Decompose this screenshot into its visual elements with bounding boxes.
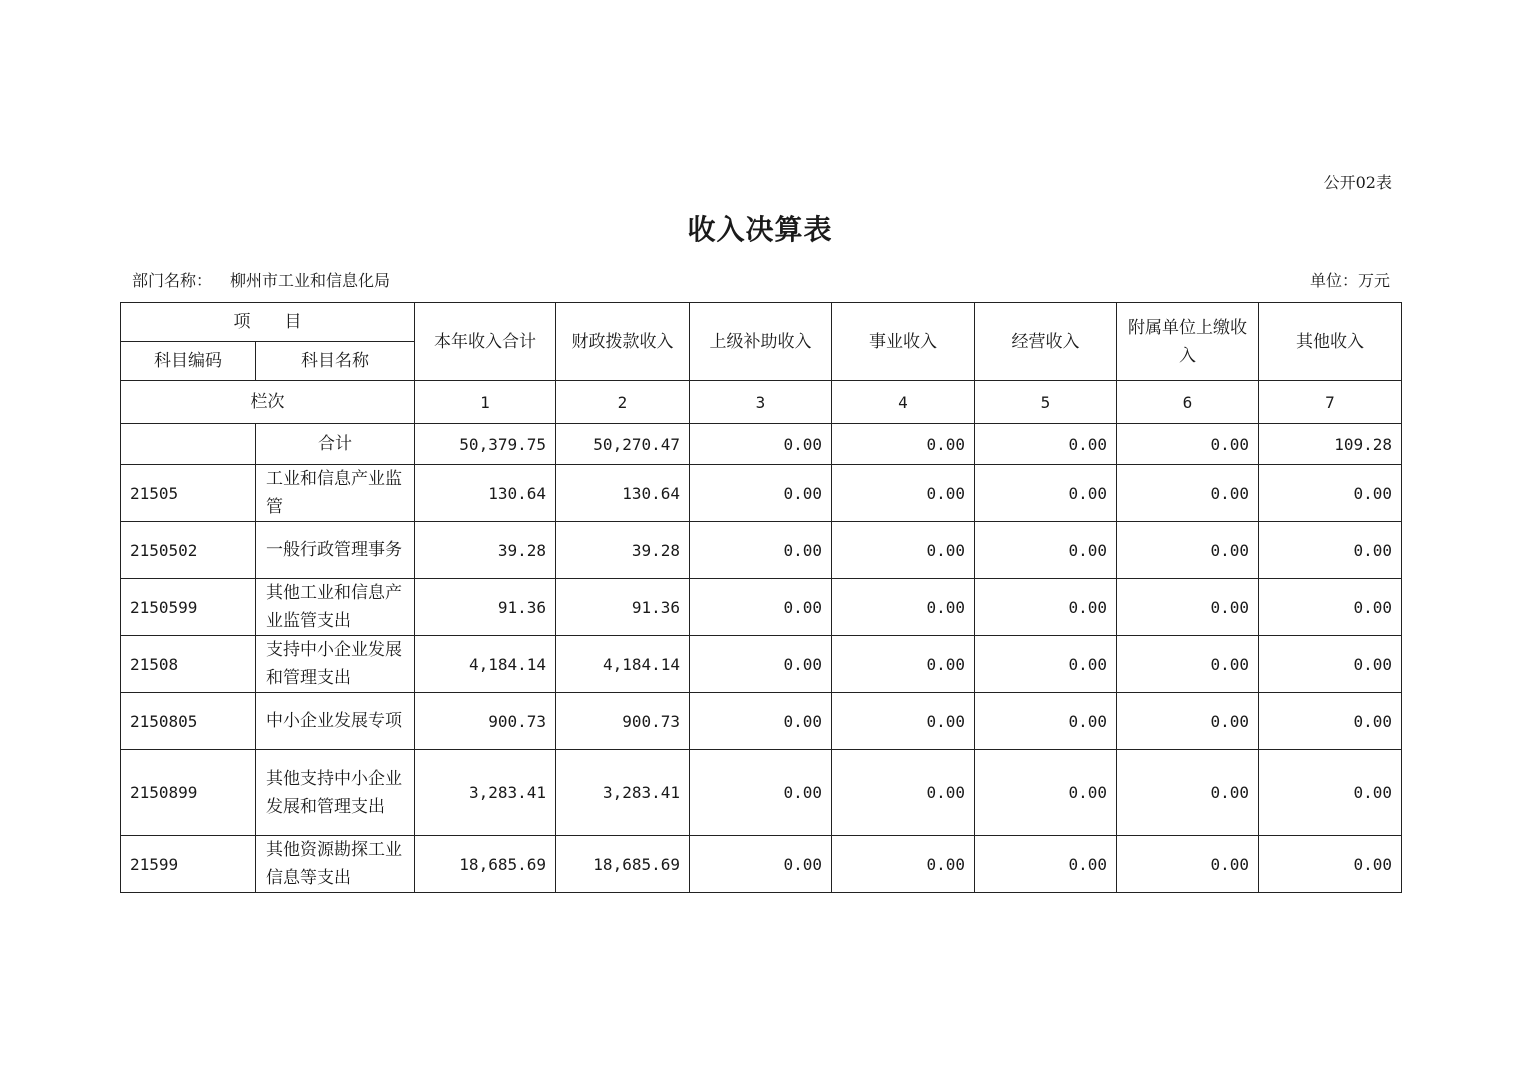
- cell-value: 0.00: [975, 579, 1117, 636]
- department-line: [132, 268, 390, 291]
- cell-value: 0.00: [690, 465, 832, 522]
- header-item: 项 目: [121, 303, 415, 342]
- cell-value: 0.00: [975, 465, 1117, 522]
- cell-value: 4,184.14: [415, 636, 556, 693]
- total-code-cell: [121, 424, 256, 465]
- total-value: 109.28: [1259, 424, 1402, 465]
- cell-value: 0.00: [975, 693, 1117, 750]
- cell-value: 130.64: [415, 465, 556, 522]
- cell-value: 0.00: [1117, 750, 1259, 836]
- header-col-operating: 经营收入: [975, 303, 1117, 381]
- header-row-1: [121, 303, 1402, 342]
- cell-value: 4,184.14: [556, 636, 690, 693]
- cell-value: 900.73: [556, 693, 690, 750]
- page-title: 收入决算表: [687, 213, 833, 246]
- header-code: 科目编码: [121, 342, 256, 381]
- header-name: 科目名称: [256, 342, 415, 381]
- cell-value: 39.28: [556, 522, 690, 579]
- column-number-label: 栏次: [121, 381, 415, 424]
- header-col-affiliated: 附属单位上缴收入: [1117, 303, 1259, 381]
- cell-value: 0.00: [1117, 693, 1259, 750]
- total-value: 50,270.47: [556, 424, 690, 465]
- cell-value: 0.00: [690, 836, 832, 893]
- cell-value: 0.00: [832, 522, 975, 579]
- cell-value: 900.73: [415, 693, 556, 750]
- column-number: 2: [556, 381, 690, 424]
- cell-value: 0.00: [975, 750, 1117, 836]
- cell-value: 0.00: [690, 579, 832, 636]
- total-value: 0.00: [1117, 424, 1259, 465]
- cell-value: 130.64: [556, 465, 690, 522]
- cell-value: 0.00: [1259, 465, 1402, 522]
- cell-value: 0.00: [1259, 750, 1402, 836]
- header-col-total: 本年收入合计: [415, 303, 556, 381]
- cell-value: 0.00: [1259, 693, 1402, 750]
- subject-name: 支持中小企业发展和管理支出: [256, 636, 415, 693]
- cell-value: 0.00: [690, 522, 832, 579]
- cell-value: 0.00: [975, 836, 1117, 893]
- cell-value: 91.36: [556, 579, 690, 636]
- total-value: 0.00: [832, 424, 975, 465]
- form-code: 公开02表: [1323, 173, 1392, 192]
- cell-value: 3,283.41: [415, 750, 556, 836]
- subject-code: 2150899: [121, 750, 256, 836]
- cell-value: 0.00: [832, 465, 975, 522]
- total-label: 合计: [256, 424, 415, 465]
- cell-value: 0.00: [1259, 636, 1402, 693]
- table-row: [121, 693, 1402, 750]
- cell-value: 0.00: [1259, 522, 1402, 579]
- cell-value: 0.00: [832, 693, 975, 750]
- column-number: 4: [832, 381, 975, 424]
- subject-code: 2150502: [121, 522, 256, 579]
- cell-value: 0.00: [690, 693, 832, 750]
- cell-value: 0.00: [1117, 522, 1259, 579]
- total-row: [121, 424, 1402, 465]
- cell-value: 18,685.69: [415, 836, 556, 893]
- subject-code: 21505: [121, 465, 256, 522]
- column-number: 6: [1117, 381, 1259, 424]
- income-report-table: [120, 302, 1402, 893]
- cell-value: 0.00: [690, 636, 832, 693]
- column-number: 7: [1259, 381, 1402, 424]
- column-number: 3: [690, 381, 832, 424]
- header-col-other: 其他收入: [1259, 303, 1402, 381]
- subject-name: 一般行政管理事务: [256, 522, 415, 579]
- cell-value: 0.00: [1117, 636, 1259, 693]
- column-number-row: [121, 381, 1402, 424]
- department-name: 柳州市工业和信息化局: [230, 271, 391, 290]
- header-col-fiscal: 财政拨款收入: [556, 303, 690, 381]
- table-row: [121, 836, 1402, 893]
- cell-value: 3,283.41: [556, 750, 690, 836]
- cell-value: 0.00: [1117, 579, 1259, 636]
- subject-name: 其他支持中小企业发展和管理支出: [256, 750, 415, 836]
- header-col-superior: 上级补助收入: [690, 303, 832, 381]
- cell-value: 18,685.69: [556, 836, 690, 893]
- subject-name: 工业和信息产业监管: [256, 465, 415, 522]
- table-row: [121, 750, 1402, 836]
- cell-value: 0.00: [1259, 579, 1402, 636]
- cell-value: 0.00: [1117, 465, 1259, 522]
- cell-value: 0.00: [975, 636, 1117, 693]
- cell-value: 0.00: [975, 522, 1117, 579]
- table-row: [121, 579, 1402, 636]
- cell-value: 0.00: [832, 579, 975, 636]
- subject-name: 其他资源勘探工业信息等支出: [256, 836, 415, 893]
- cell-value: 0.00: [832, 750, 975, 836]
- cell-value: 0.00: [690, 750, 832, 836]
- header-col-business: 事业收入: [832, 303, 975, 381]
- department-label: 部门名称：: [132, 271, 213, 290]
- total-value: 0.00: [690, 424, 832, 465]
- subject-name: 其他工业和信息产业监管支出: [256, 579, 415, 636]
- subject-code: 2150805: [121, 693, 256, 750]
- total-value: 50,379.75: [415, 424, 556, 465]
- table-row: [121, 465, 1402, 522]
- table-row: [121, 522, 1402, 579]
- cell-value: 39.28: [415, 522, 556, 579]
- subject-code: 21599: [121, 836, 256, 893]
- total-value: 0.00: [975, 424, 1117, 465]
- unit-label: 单位：万元: [1309, 271, 1390, 290]
- subject-name: 中小企业发展专项: [256, 693, 415, 750]
- column-number: 5: [975, 381, 1117, 424]
- cell-value: 0.00: [832, 636, 975, 693]
- table-row: [121, 636, 1402, 693]
- cell-value: 0.00: [1259, 836, 1402, 893]
- column-number: 1: [415, 381, 556, 424]
- subject-code: 2150599: [121, 579, 256, 636]
- cell-value: 0.00: [832, 836, 975, 893]
- subject-code: 21508: [121, 636, 256, 693]
- cell-value: 91.36: [415, 579, 556, 636]
- cell-value: 0.00: [1117, 836, 1259, 893]
